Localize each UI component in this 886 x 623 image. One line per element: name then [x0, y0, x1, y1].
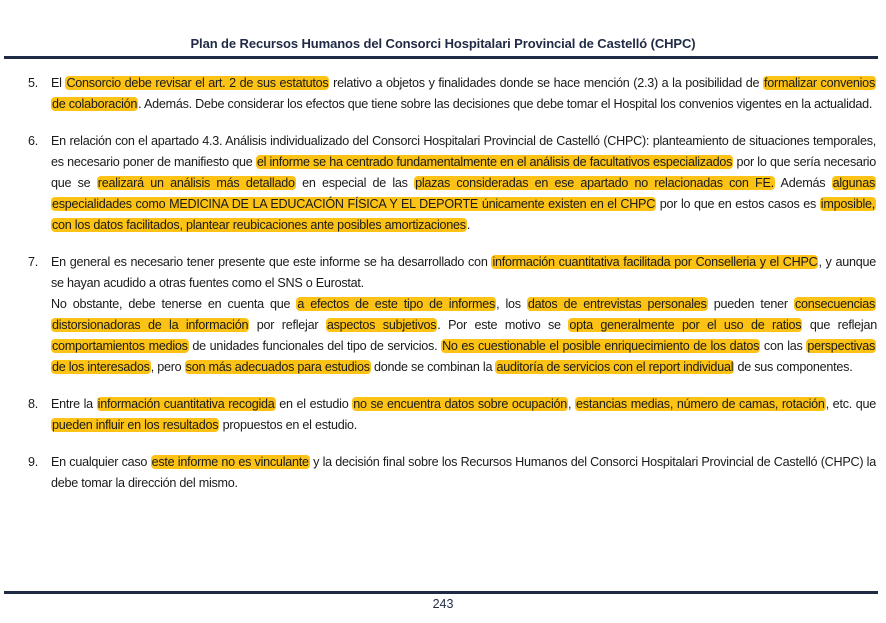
text-segment: donde se combinan la	[370, 360, 496, 374]
item-number: 7.	[28, 255, 39, 269]
recommendations-list	[0, 73, 886, 494]
paragraph-line	[51, 73, 876, 115]
highlighted-text: algunas especialidades como MEDICINA DE LA EDUCACIÓN FÍSICA Y EL DEPORTE únicamente existen en el CHPC	[52, 176, 875, 211]
text-segment: en especial de las	[295, 176, 415, 190]
text-segment: que reflejan	[802, 318, 877, 332]
highlighted-text: comportamientos medios	[52, 339, 188, 353]
highlighted-text: auditoría de servicios con el report individual	[496, 360, 734, 374]
highlighted-text: son más adecuados para estudios	[185, 360, 370, 374]
highlighted-text: Consorcio debe revisar el art. 2 de sus estatutos	[66, 76, 329, 90]
text-segment: . Además. Debe considerar los efectos que tiene sobre las decisiones que debe tomar el Hospital los convenios vigentes en la actualidad.	[138, 97, 873, 111]
highlighted-text: perspectivas de los interesados	[52, 339, 876, 374]
item-number: 8.	[28, 397, 39, 411]
text-segment: , etc. que	[825, 397, 876, 411]
highlighted-text: datos de entrevistas personales	[527, 297, 707, 311]
text-segment: con las	[760, 339, 807, 353]
highlighted-text: este informe no es vinculante	[151, 455, 309, 469]
text-segment: por lo que en estos casos es	[656, 197, 820, 211]
highlighted-text: No es cuestionable el posible enriquecimiento de los datos	[442, 339, 760, 353]
highlighted-text: opta generalmente por el uso de ratios	[569, 318, 802, 332]
text-segment: .	[466, 218, 471, 232]
paragraph-line	[51, 452, 876, 494]
text-segment: En relación con el apartado 4.3. Análisis individualizado del Consorci Hospitalari Provincial de Castelló (CHPC): planteamiento de situaciones temporales, es necesario poner de manifiesto que	[51, 134, 876, 169]
paragraph-line	[51, 131, 876, 236]
highlighted-text: el informe se ha centrado fundamentalmente en el análisis de facultativos especializados	[256, 155, 733, 169]
paragraph-line	[51, 252, 876, 294]
text-segment: pueden tener	[707, 297, 794, 311]
text-segment: , los	[496, 297, 527, 311]
page-header-title: Plan de Recursos Humanos del Consorci Hospitalari Provincial de Castelló (CHPC)	[190, 36, 696, 51]
text-segment: En cualquier caso	[51, 455, 151, 469]
footer-divider	[4, 591, 878, 594]
highlighted-text: aspectos subjetivos	[326, 318, 437, 332]
item-number: 9.	[28, 455, 39, 469]
text-segment: Entre la	[51, 397, 97, 411]
text-segment: , pero	[150, 360, 185, 374]
item-text	[51, 394, 876, 436]
highlighted-text: imposible, con los datos facilitados, plantear reubicaciones ante posibles amortizaciones	[52, 197, 875, 232]
text-segment: de sus componentes.	[734, 360, 853, 374]
text-segment: de unidades funcionales del tipo de servicios.	[188, 339, 442, 353]
list-item	[0, 73, 886, 115]
text-segment: propuestos en el estudio.	[219, 418, 358, 432]
highlighted-text: plazas consideradas en ese apartado no relacionadas con FE.	[415, 176, 774, 190]
text-segment: y la decisión final sobre los Recursos Humanos del Consorci Hospitalari Provincial de Castelló (CHPC) la debe tomar la dirección del mismo.	[51, 455, 876, 490]
text-segment: . Por este motivo se	[437, 318, 569, 332]
highlighted-text: realizará un análisis más detallado	[97, 176, 295, 190]
text-segment: por reflejar	[249, 318, 326, 332]
item-text	[51, 252, 876, 378]
highlighted-text: no se encuentra datos sobre ocupación	[353, 397, 568, 411]
text-segment: , y aunque se hayan acudido a otras fuentes como el SNS o Eurostat.	[51, 255, 876, 290]
text-segment: Además	[774, 176, 832, 190]
highlighted-text: estancias medias, número de camas, rotación	[576, 397, 825, 411]
text-segment: por lo que sería necesario que se	[51, 155, 876, 190]
list-item	[0, 394, 886, 436]
item-text	[51, 452, 876, 494]
highlighted-text: a efectos de este tipo de informes	[297, 297, 496, 311]
highlighted-text: información cuantitativa facilitada por Conselleria y el CHPC	[492, 255, 818, 269]
page-number: 243	[432, 597, 454, 611]
text-segment: El	[51, 76, 66, 90]
item-text	[51, 131, 876, 236]
highlighted-text: formalizar convenios de colaboración	[52, 76, 875, 111]
item-number: 6.	[28, 134, 39, 148]
list-item	[0, 452, 886, 494]
paragraph-line	[51, 394, 876, 436]
text-segment: relativo a objetos y finalidades donde se hace mención (2.3) a la posibilidad de	[329, 76, 763, 90]
text-segment: No obstante, debe tenerse en cuenta que	[51, 297, 297, 311]
highlighted-text: información cuantitativa recogida	[97, 397, 275, 411]
paragraph-line	[51, 294, 876, 378]
list-item	[0, 252, 886, 378]
highlighted-text: pueden influir en los resultados	[52, 418, 219, 432]
list-item	[0, 131, 886, 236]
item-text	[51, 73, 876, 115]
text-segment: ,	[568, 397, 576, 411]
text-segment: En general es necesario tener presente que este informe se ha desarrollado con	[51, 255, 492, 269]
header-divider	[4, 56, 878, 59]
highlighted-text: consecuencias distorsionadoras de la información	[52, 297, 875, 332]
item-number: 5.	[28, 76, 39, 90]
text-segment: en el estudio	[275, 397, 353, 411]
